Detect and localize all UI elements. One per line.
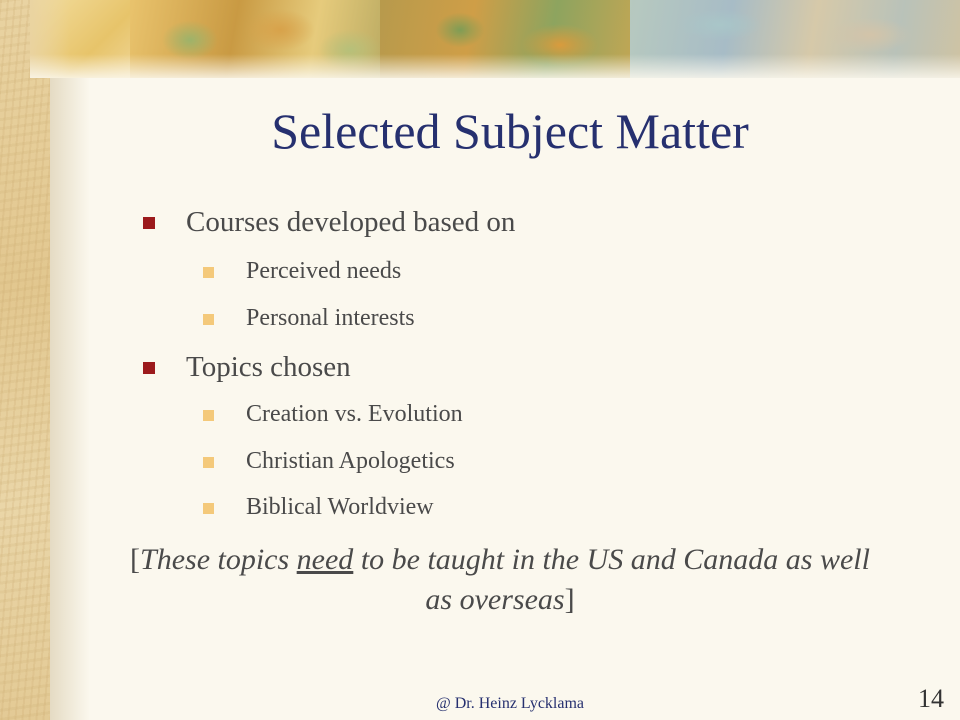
sub-bullet-text: Personal interests <box>246 305 415 331</box>
sub-bullet-text: Biblical Worldview <box>246 494 434 520</box>
square-bullet-icon <box>203 410 214 421</box>
sub-bullet-text: Christian Apologetics <box>246 448 455 474</box>
note-open-bracket: [ <box>130 543 141 576</box>
note-text-after: to be taught in the US and Canada as well as overseas <box>353 543 870 616</box>
square-bullet-icon <box>143 362 155 374</box>
sub-bullet-item <box>246 258 401 285</box>
bullet-text: Topics chosen <box>186 351 351 383</box>
bullet-item <box>186 206 515 239</box>
footer-author: @ Dr. Heinz Lycklama <box>435 695 585 712</box>
sub-bullet-item <box>246 401 463 428</box>
square-bullet-icon <box>203 314 214 325</box>
sub-bullet-item <box>246 448 455 475</box>
square-bullet-icon <box>143 217 155 229</box>
bullet-text: Courses developed based on <box>186 206 516 238</box>
decorative-top-banner <box>30 0 960 78</box>
note-emphasis: need <box>296 543 354 576</box>
sub-bullet-text: Perceived needs <box>246 258 402 284</box>
square-bullet-icon <box>203 457 214 468</box>
sub-bullet-item <box>246 494 434 521</box>
square-bullet-icon <box>203 267 214 278</box>
sub-bullet-item <box>246 305 415 332</box>
banner-fade-bottom <box>30 54 960 78</box>
note-close-bracket: ] <box>564 583 575 616</box>
square-bullet-icon <box>203 503 214 514</box>
closing-note <box>130 540 870 620</box>
sub-bullet-text: Creation vs. Evolution <box>246 401 463 427</box>
note-text-before: These topics <box>140 543 297 576</box>
bullet-item <box>186 351 351 384</box>
slide-number: 14 <box>918 684 944 713</box>
slide-title: Selected Subject Matter <box>271 103 749 159</box>
